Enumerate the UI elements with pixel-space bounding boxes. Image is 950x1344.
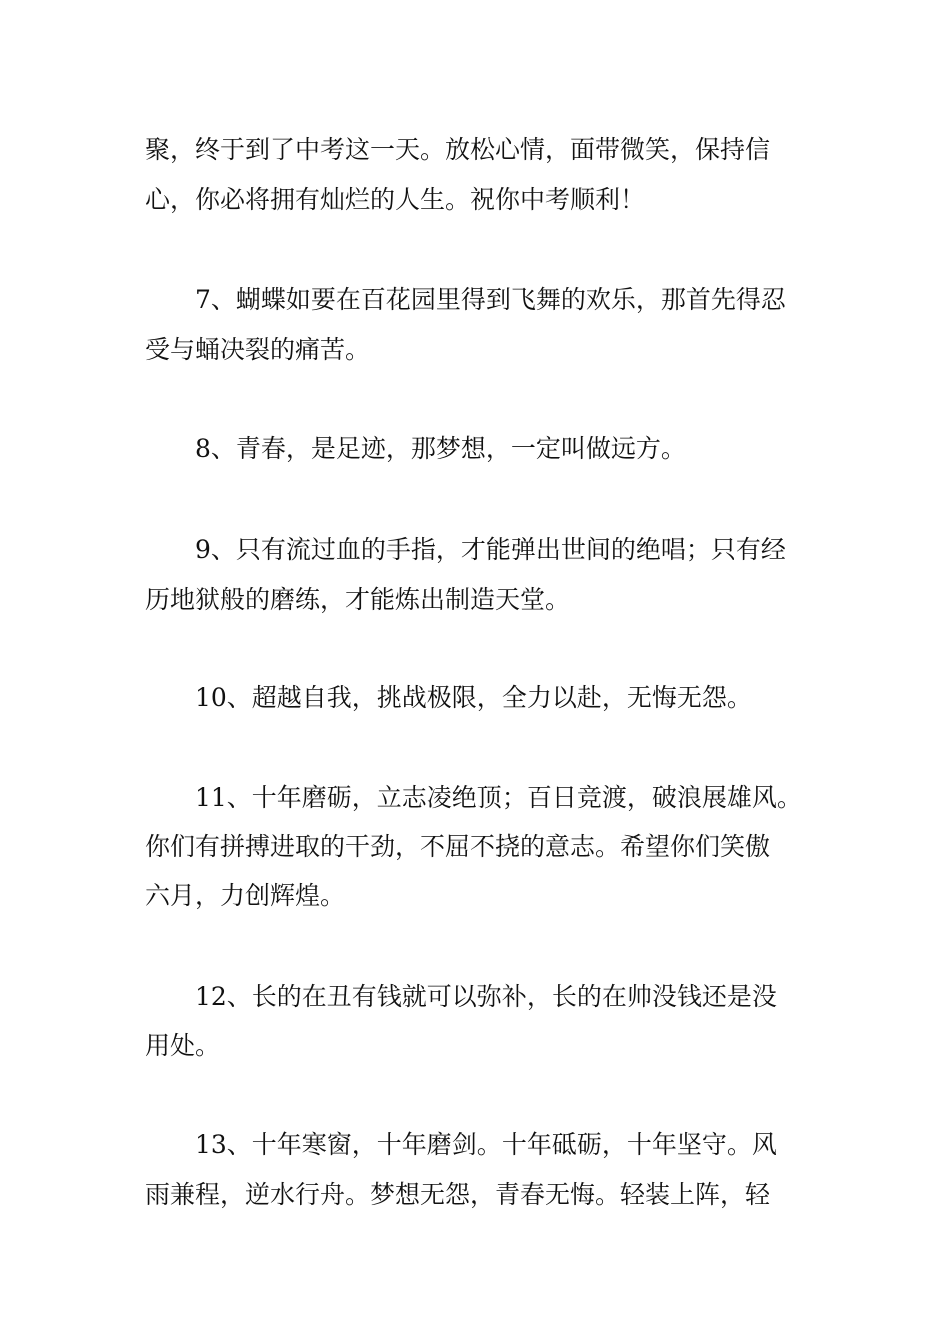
text-line: 历地狱般的磨练，才能炼出制造天堂。 (145, 585, 571, 614)
text-line: 用处。 (145, 1031, 221, 1060)
text-line: 你们有拼搏进取的干劲，不屈不挠的意志。希望你们笑傲 (145, 832, 771, 861)
text-line: 13、十年寒窗，十年磨剑。十年砥砺，十年坚守。风 (195, 1130, 777, 1159)
text-line: 受与蛹决裂的痛苦。 (145, 335, 371, 364)
text-line: 7、蝴蝶如要在百花园里得到飞舞的欢乐，那首先得忍 (195, 285, 786, 314)
text-line: 雨兼程，逆水行舟。梦想无怨，青春无悔。轻装上阵，轻 (145, 1180, 771, 1209)
text-line: 聚，终于到了中考这一天。放松心情，面带微笑，保持信 (145, 135, 771, 164)
text-line: 9、只有流过血的手指，才能弹出世间的绝唱；只有经 (195, 535, 786, 564)
text-line: 11、十年磨砺，立志凌绝顶；百日竞渡，破浪展雄风。 (195, 783, 802, 812)
text-line: 六月，力创辉煌。 (145, 881, 346, 910)
text-line: 心，你必将拥有灿烂的人生。祝你中考顺利！ (145, 185, 646, 214)
text-line: 12、长的在丑有钱就可以弥补，长的在帅没钱还是没 (195, 982, 777, 1011)
text-line: 10、超越自我，挑战极限，全力以赴，无悔无怨。 (195, 683, 752, 712)
text-line: 8、青春，是足迹，那梦想，一定叫做远方。 (195, 434, 686, 463)
